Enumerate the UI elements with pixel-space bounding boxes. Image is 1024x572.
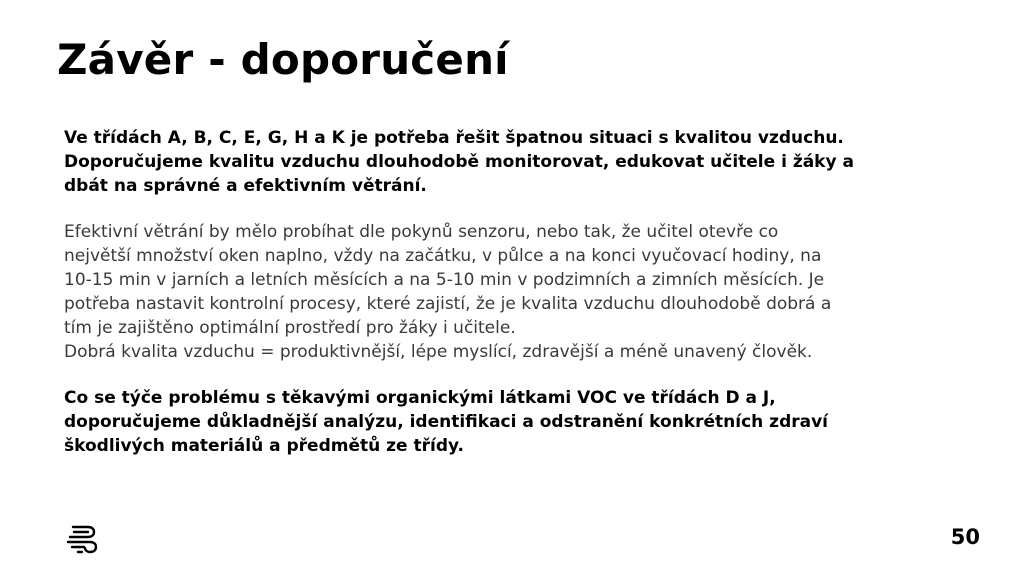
- ventilation-paragraph: [64, 220, 984, 364]
- voc-paragraph: [64, 386, 984, 458]
- recommendation-paragraph: [64, 126, 984, 198]
- page-number: 50: [950, 525, 980, 549]
- text-line: Efektivní větrání by mělo probíhat dle pokynů senzoru, nebo tak, že učitel otevře co: [64, 222, 779, 242]
- text-line: Ve třídách A, B, C, E, G, H a K je potřeba řešit špatnou situaci s kvalitou vzduchu.: [64, 128, 844, 148]
- text-line: doporučujeme důkladnější analýzu, identifikaci a odstranění konkrétních zdraví: [64, 412, 829, 432]
- text-line: tím je zajištěno optimální prostředí pro žáky i učitele.: [64, 318, 516, 338]
- text-line: největší množství oken naplno, vždy na začátku, v půlce a na konci vyučovací hodiny, na: [64, 246, 822, 266]
- slide-title: Závěr - doporučení: [57, 35, 509, 84]
- text-line: 10-15 min v jarních a letních měsících a na 5-10 min v podzimních a zimních měsících. Je: [64, 270, 825, 290]
- text-line: dbát na správné a efektivním větrání.: [64, 176, 427, 196]
- text-line: Co se týče problému s těkavými organickými látkami VOC ve třídách D a J,: [64, 388, 776, 408]
- slide-content: [64, 126, 984, 458]
- text-line: Dobrá kvalita vzduchu = produktivnější, lépe myslící, zdravější a méně unavený člověk.: [64, 342, 813, 362]
- text-line: Doporučujeme kvalitu vzduchu dlouhodobě monitorovat, edukovat učitele i žáky a: [64, 152, 854, 172]
- text-line: škodlivých materiálů a předmětů ze třídy.: [64, 436, 464, 456]
- text-line: potřeba nastavit kontrolní procesy, které zajistí, že je kvalita vzduchu dlouhodobě dobrá a: [64, 294, 832, 314]
- air-flow-logo-icon: [64, 523, 100, 555]
